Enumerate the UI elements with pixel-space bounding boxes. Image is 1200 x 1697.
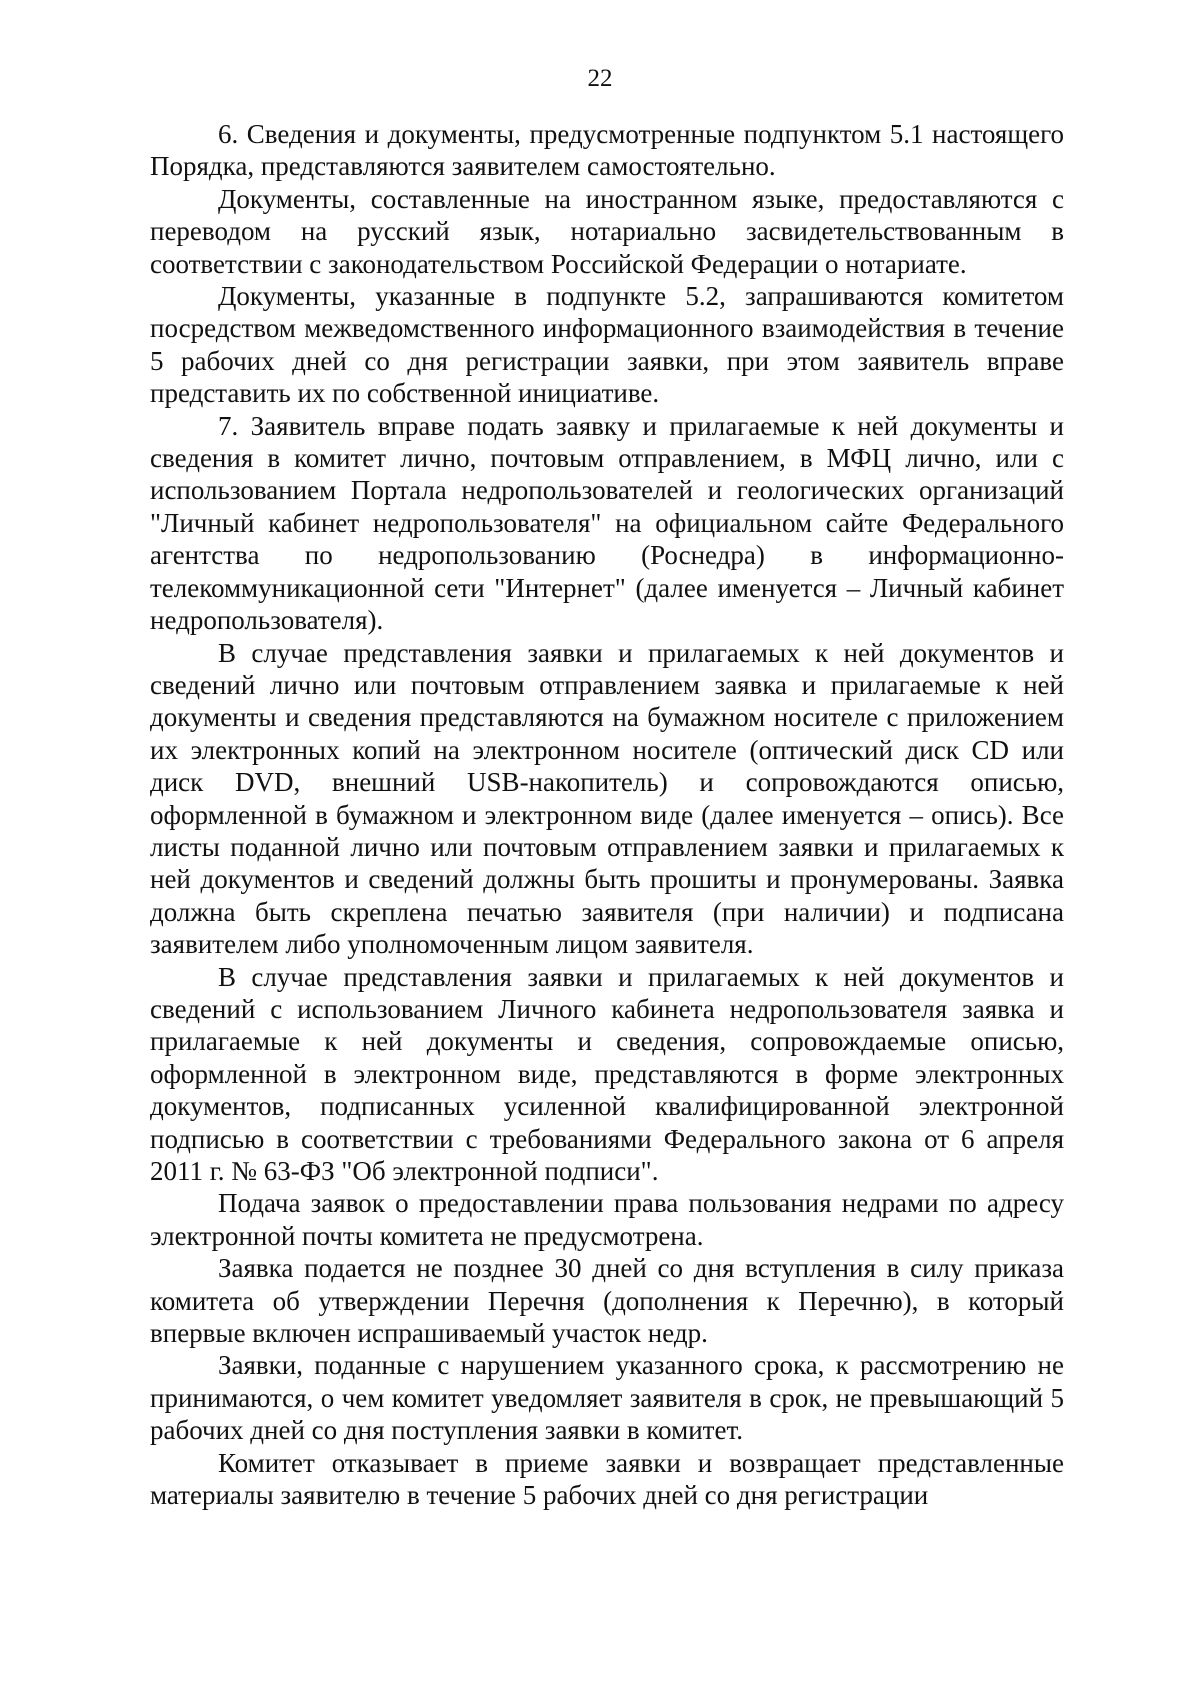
paragraph-foreign-documents: Документы, составленные на иностранном языке, предоставляются с переводом на русский язык, нотариально засвидетельствованным в соответствии с законодательством Российской Федерации о нотариате. — [150, 183, 1064, 279]
document-body — [150, 118, 1064, 1511]
page-number: 22 — [587, 65, 613, 92]
paragraph-6: 6. Сведения и документы, предусмотренные подпунктом 5.1 настоящего Порядка, представляются заявителем самостоятельно. — [150, 119, 1064, 182]
paragraph-7: 7. Заявитель вправе подать заявку и прилагаемые к ней документы и сведения в комитет лично, почтовым отправлением, в МФЦ лично, или с использованием Портала недропользователей и геологических организаций "Личный кабинет недропользователя" на официальном сайте Федерального агентства по недропользованию (Роснедра) в информационно-телекоммуникационной сети "Интернет" (далее именуется – Личный кабинет недропользователя). — [150, 410, 1064, 636]
paragraph-email-not-allowed: Подача заявок о предоставлении права пользования недрами по адресу электронной почты комитета не предусмотрена. — [150, 1188, 1064, 1251]
paragraph-paper-submission: В случае представления заявки и прилагаемых к ней документов и сведений лично или почтовым отправлением заявка и прилагаемые к ней документы и сведения представляются на бумажном носителе с приложением их электронных копий на электронном носителе (оптический диск CD или диск DVD, внешний USB-накопитель) и сопровождаются описью, оформленной в бумажном и электронном виде (далее именуется – опись). Все листы поданной лично или почтовым отправлением заявки и прилагаемых к ней документов и сведений должны быть прошиты и пронумерованы. Заявка должна быть скреплена печатью заявителя (при наличии) и подписана заявителем либо уполномоченным лицом заявителя. — [150, 637, 1064, 960]
paragraph-electronic-submission: В случае представления заявки и прилагаемых к ней документов и сведений с использованием Личного кабинета недропользователя заявка и прилагаемые к ней документы и сведения, сопровождаемые описью, оформленной в электронном виде, представляются в форме электронных документов, подписанных усиленной квалифицированной электронной подписью в соответствии с требованиями Федерального закона от 6 апреля 2011 г. № 63-ФЗ "Об электронной подписи". — [150, 961, 1064, 1186]
paragraph-refusal: Комитет отказывает в приеме заявки и возвращает представленные материалы заявителю в течение 5 рабочих дней со дня регистрации — [150, 1447, 1064, 1511]
paragraph-requested-documents: Документы, указанные в подпункте 5.2, запрашиваются комитетом посредством межведомственного информационного взаимодействия в течение 5 рабочих дней со дня регистрации заявки, при этом заявитель вправе представить их по собственной инициативе. — [150, 281, 1064, 409]
paragraph-deadline: Заявка подается не позднее 30 дней со дня вступления в силу приказа комитета об утверждении Перечня (дополнения к Перечню), в который впервые включен испрашиваемый участок недр. — [150, 1253, 1064, 1349]
paragraph-late-applications: Заявки, поданные с нарушением указанного срока, к рассмотрению не принимаются, о чем комитет уведомляет заявителя в срок, не превышающий 5 рабочих дней со дня поступления заявки в комитет. — [150, 1350, 1064, 1446]
